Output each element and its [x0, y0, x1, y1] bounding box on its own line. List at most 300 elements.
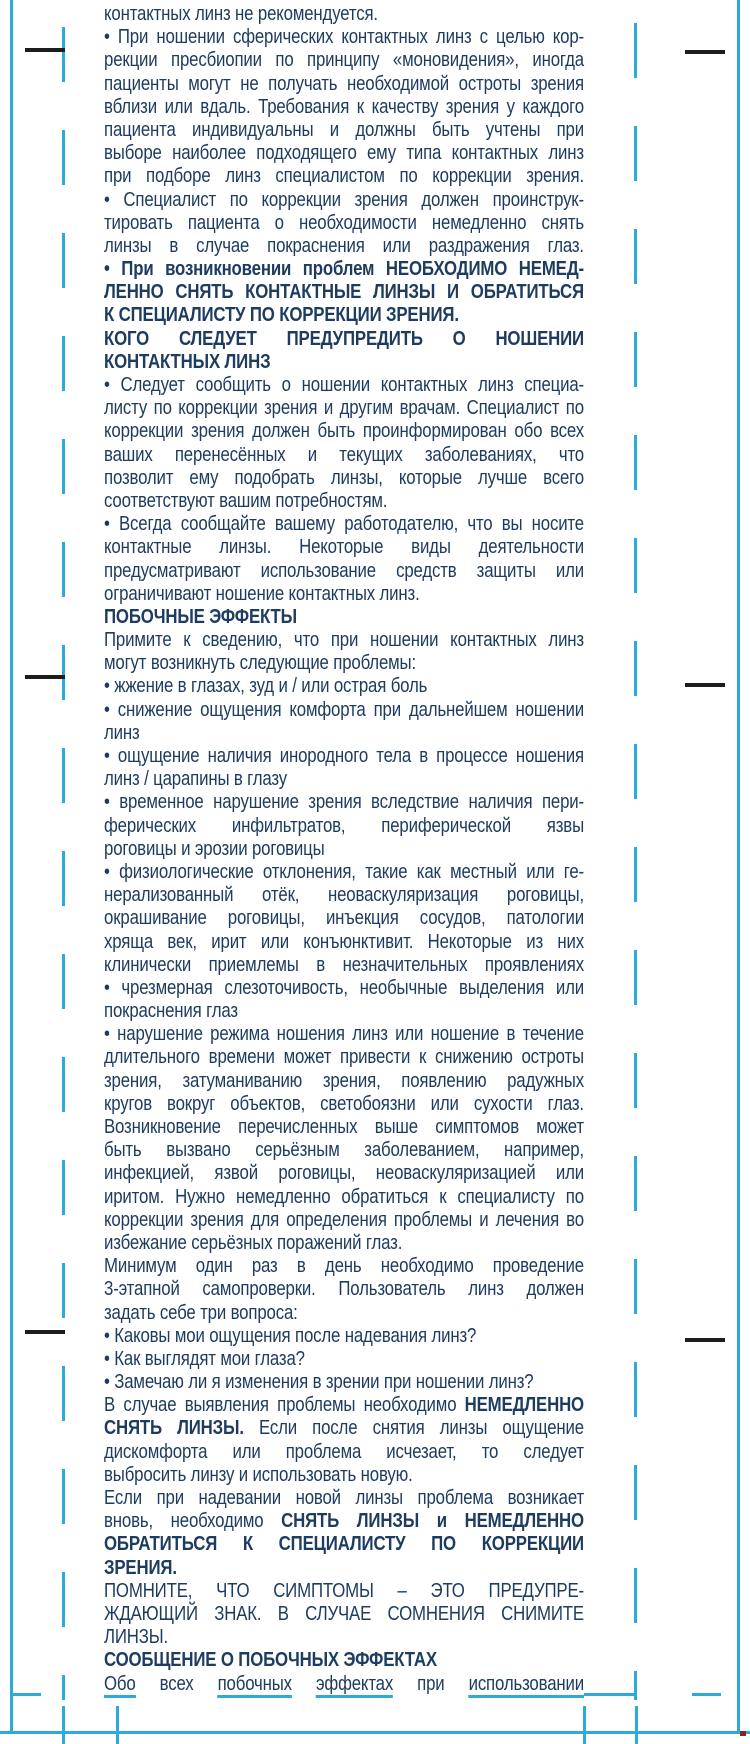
word: КОРРЕКЦИИ	[481, 1532, 584, 1556]
word: линз	[352, 1022, 388, 1046]
word: во	[566, 1207, 584, 1231]
word: целью	[496, 25, 545, 49]
text-line	[104, 1370, 584, 1393]
text-line	[104, 906, 584, 929]
word: При	[117, 25, 149, 49]
word: сухости	[473, 1091, 533, 1115]
word: использование	[260, 558, 376, 582]
word: конъюнктивит.	[303, 929, 414, 953]
word: сообщить	[195, 373, 271, 396]
word: ЖДАЮЩИЙ	[104, 1601, 198, 1625]
word: раз	[251, 1254, 278, 1278]
text-line	[104, 1393, 584, 1416]
word: Всегда	[118, 512, 172, 536]
word: возникает	[507, 1486, 584, 1509]
word: вашему	[274, 512, 336, 536]
fold-mark-left-1	[25, 48, 65, 52]
registration-dot	[740, 1731, 746, 1736]
word: •	[104, 1370, 110, 1394]
text-line	[104, 582, 584, 605]
word: выявления	[184, 1393, 269, 1417]
word: роговицы	[251, 836, 325, 860]
text-line	[104, 466, 584, 489]
text-line	[104, 1231, 584, 1254]
word: Как	[114, 1346, 141, 1370]
word: контактных	[451, 141, 539, 165]
word: ЧТО	[216, 1578, 250, 1602]
word: СОМНЕНИЯ	[387, 1601, 485, 1625]
word: при	[156, 1486, 184, 1509]
word: •	[104, 975, 110, 999]
word: должен	[526, 1277, 584, 1301]
word: наличия	[207, 744, 272, 767]
word: ОБРАТИТЬСЯ	[470, 280, 584, 304]
word: качеству	[371, 94, 439, 118]
word: НЕОБХОДИМО	[385, 257, 508, 281]
word: ли	[188, 1370, 208, 1394]
word: линзы	[104, 233, 152, 257]
word: проблема	[417, 1486, 494, 1509]
text-line	[104, 512, 584, 535]
word: Требования	[258, 94, 350, 118]
section-heading	[104, 605, 584, 628]
word: /	[144, 767, 149, 791]
text-line	[104, 419, 584, 442]
word: ощущение	[502, 1416, 584, 1440]
text-line	[104, 814, 584, 837]
word: надевании	[198, 1486, 282, 1509]
word: по	[229, 187, 248, 211]
word: •	[104, 1346, 110, 1370]
word: выбросить	[104, 1462, 187, 1486]
word: всех	[550, 419, 584, 443]
word: кор-	[552, 25, 584, 49]
word: коррекции	[104, 419, 184, 443]
word: по	[275, 48, 294, 72]
word: или	[164, 94, 193, 118]
word: быть	[317, 419, 356, 443]
word: заболеваниях,	[424, 442, 537, 466]
word: и	[323, 396, 334, 420]
word: возникнуть	[150, 651, 236, 675]
word: отклонения,	[262, 859, 356, 883]
proof-underline-mid	[584, 1693, 637, 1696]
word: ПОБОЧНЫЕ	[104, 604, 205, 628]
word: тировать	[104, 210, 173, 234]
word: такие	[365, 859, 408, 883]
word: глаз	[206, 999, 238, 1023]
word: Возникновение	[104, 1115, 221, 1138]
word: перечисленных	[238, 1115, 358, 1138]
word: другим	[339, 396, 394, 420]
word: времени	[208, 1045, 275, 1069]
word: Специалист	[123, 187, 217, 211]
word: должен	[252, 419, 310, 443]
word: избежание	[104, 1230, 187, 1254]
word: •	[104, 1022, 110, 1046]
text-line	[104, 72, 584, 95]
word: перенесённых	[174, 442, 286, 466]
word: в	[316, 952, 326, 976]
bottom-tick-2	[116, 1706, 119, 1744]
word: или	[430, 1091, 459, 1115]
word: инфекцией,	[104, 1161, 195, 1185]
bottom-tick-4	[635, 1706, 638, 1744]
section-heading	[104, 1648, 584, 1671]
word: коррекции	[261, 187, 341, 211]
word: течение	[522, 1022, 584, 1046]
word: •	[104, 187, 110, 211]
word: проблемы	[393, 1207, 473, 1231]
word: 3-этапной	[104, 1277, 180, 1301]
text-line	[104, 1324, 584, 1347]
word: новую.	[360, 1462, 413, 1486]
word: контактных	[104, 2, 191, 25]
word: из	[526, 929, 544, 953]
word: глаз.	[547, 1091, 584, 1115]
word: ПОБОЧНЫХ	[238, 1648, 339, 1672]
word: ПО	[249, 303, 275, 327]
text-line	[104, 1045, 584, 1068]
word: иногда	[532, 48, 584, 72]
word: средств	[396, 558, 457, 582]
fold-mark-left-2	[25, 675, 65, 679]
word: о	[281, 373, 291, 396]
word: жжение	[114, 674, 174, 698]
word: снятия	[372, 1416, 425, 1440]
word: незначительных	[342, 952, 468, 976]
word: пациента	[104, 117, 176, 141]
word: роговицы,	[278, 1161, 356, 1185]
word: •	[104, 1323, 110, 1347]
word: при	[383, 1370, 412, 1394]
word: использовать	[252, 1462, 357, 1486]
word: необычные	[359, 975, 448, 999]
word: врачам.	[399, 396, 461, 420]
proof-underline-left	[12, 1693, 41, 1696]
word: необходимой	[346, 71, 450, 95]
text-line	[104, 698, 584, 721]
word: инородного	[279, 744, 369, 767]
text-line	[104, 280, 584, 303]
word: может	[536, 1115, 584, 1138]
word: ношении	[156, 25, 225, 49]
word: Каковы	[114, 1323, 171, 1347]
word: выборе	[104, 141, 162, 165]
word: при	[556, 117, 584, 141]
word: В	[277, 1601, 289, 1625]
word: контактные	[104, 535, 192, 559]
word: или	[301, 674, 330, 698]
word: побочных	[218, 1672, 292, 1698]
word: деятельности	[478, 535, 584, 559]
word: неоваскуляризацией	[375, 1161, 536, 1185]
word: немедленно	[235, 1184, 331, 1208]
text-line	[104, 164, 584, 187]
word: О	[452, 326, 466, 350]
word: возникновении	[165, 257, 292, 281]
word: коррекции	[104, 1207, 184, 1231]
word: зрения,	[104, 1068, 162, 1092]
word: сферических	[232, 25, 334, 49]
word: должен	[421, 187, 479, 211]
word: неоваскуляризация	[327, 883, 479, 907]
text-line	[104, 211, 584, 234]
word: о	[274, 210, 284, 234]
text-line	[104, 1416, 584, 1439]
word: глаза?	[254, 1346, 305, 1370]
word: •	[104, 790, 110, 814]
word: ношении	[301, 373, 371, 396]
text-line	[104, 2, 584, 25]
text-line	[104, 234, 584, 257]
word: поражений	[276, 1230, 362, 1254]
word: серьёзным	[255, 1138, 340, 1162]
section-heading	[104, 350, 584, 373]
word: линз	[104, 767, 140, 791]
word: в	[233, 767, 243, 791]
word: СНЯТЬ	[281, 1509, 340, 1533]
word: пациента	[187, 210, 260, 234]
word: Если	[259, 1416, 298, 1440]
word: и	[479, 1207, 489, 1231]
text-line	[104, 651, 584, 674]
word: для	[250, 1207, 280, 1231]
word: линз?	[488, 1370, 534, 1394]
word: боль	[390, 674, 428, 698]
word: К	[104, 303, 115, 327]
word: линз	[468, 1277, 504, 1301]
fold-line-right	[634, 23, 637, 1700]
word: зрения	[354, 187, 408, 211]
word: к	[439, 1184, 447, 1208]
word: ношении	[369, 628, 439, 652]
word: после	[294, 1323, 341, 1347]
word: в	[177, 674, 187, 698]
word: НЕМЕДЛЕННО	[464, 1509, 584, 1533]
word: что	[467, 512, 493, 536]
word: в	[419, 744, 428, 767]
word: и	[238, 1462, 249, 1486]
word: использовании	[469, 1672, 584, 1698]
word: или	[382, 233, 411, 257]
text-line	[104, 1277, 584, 1300]
word: местный	[450, 859, 517, 883]
word: Некоторые	[299, 535, 384, 559]
word: Некоторые	[427, 929, 512, 953]
text-line	[104, 1138, 584, 1161]
word: или	[526, 859, 555, 883]
word: или	[555, 975, 584, 999]
word: выделения	[459, 975, 545, 999]
word: язвой	[214, 1161, 258, 1185]
word: пациенты	[104, 71, 179, 95]
word: ОБРАТИТЬСЯ	[104, 1532, 218, 1556]
word: к	[356, 94, 364, 118]
word: СООБЩЕНИЕ	[104, 1648, 217, 1672]
word: контактных	[450, 628, 537, 652]
word: не	[240, 71, 259, 95]
word: контактных	[288, 581, 375, 605]
word: серьёзных	[191, 1230, 273, 1254]
word: три	[200, 1300, 227, 1324]
word: НОШЕНИИ	[495, 326, 584, 350]
word: привести	[340, 1045, 411, 1069]
text-line	[104, 1208, 584, 1231]
word: клинически	[104, 952, 192, 976]
word: покраснения	[104, 999, 202, 1023]
word: временное	[119, 790, 204, 814]
word: «моновидения»,	[392, 48, 519, 72]
word: по	[565, 1184, 584, 1208]
text-line	[104, 1672, 584, 1695]
word: КОНТАКТНЫХ	[104, 349, 221, 373]
word: учтены	[485, 117, 541, 141]
word: ЭФФЕКТЫ	[209, 604, 297, 628]
word: линз	[548, 141, 584, 165]
word: комфорта	[289, 697, 366, 721]
bottom-tick-3	[583, 1706, 586, 1744]
word: в	[506, 1022, 516, 1046]
word: вызвано	[166, 1138, 231, 1162]
word: Пользователь	[338, 1277, 446, 1301]
word: потребностям.	[275, 488, 388, 512]
word: специалисту	[457, 1184, 555, 1208]
word: ему	[189, 465, 219, 489]
word: –	[397, 1578, 407, 1602]
word: обратиться	[341, 1184, 429, 1208]
text-line	[104, 1254, 584, 1277]
word: необходимо	[380, 1254, 474, 1278]
word: в	[312, 1370, 322, 1394]
word: зрения,	[322, 1068, 381, 1092]
word: СНЯТЬ	[175, 280, 234, 304]
word: каждого	[522, 94, 584, 118]
word: после	[312, 1416, 358, 1440]
word: КОГО	[104, 326, 150, 350]
word: ношение	[215, 581, 285, 605]
word: проблема	[285, 1439, 362, 1463]
word: СПЕЦИАЛИСТУ	[278, 1532, 406, 1556]
text-line	[104, 674, 584, 697]
word: нерализованный	[104, 883, 234, 907]
word: зрения	[530, 71, 584, 95]
word: немедленно	[431, 210, 527, 234]
text-line	[104, 1347, 584, 1370]
word: Нужно	[175, 1184, 225, 1208]
word: •	[104, 373, 110, 396]
word: например,	[504, 1138, 584, 1162]
fold-mark-right-1	[685, 50, 725, 54]
fold-mark-left-3	[25, 1330, 65, 1334]
word: всех	[159, 1671, 194, 1695]
word: которые	[398, 465, 462, 489]
bottom-tick-1	[62, 1706, 65, 1744]
word: дальнейшем	[408, 697, 508, 721]
text-line	[104, 767, 584, 790]
word: подобрать	[234, 465, 315, 489]
text-line	[104, 1463, 584, 1486]
word: необходимо	[363, 1393, 457, 1417]
word: лучше	[478, 465, 528, 489]
word: Если	[104, 1486, 142, 1509]
word: необходимости	[298, 210, 417, 234]
word: ПРЕДУПРЕДИТЬ	[286, 326, 423, 350]
word: то	[481, 1439, 499, 1463]
word: линз.	[379, 581, 420, 605]
word: к	[418, 1045, 427, 1069]
word: могут	[188, 71, 231, 95]
text-line	[104, 559, 584, 582]
word: подборе	[146, 164, 211, 188]
word: заболеванием,	[364, 1138, 480, 1162]
word: как	[416, 859, 441, 883]
text-line	[104, 1440, 584, 1463]
word: снять	[541, 210, 584, 234]
word: при	[330, 628, 359, 652]
word: роговицы,	[227, 906, 305, 930]
word: текущих	[339, 442, 403, 466]
word: или	[555, 1161, 584, 1185]
text-line	[104, 790, 584, 813]
word: с	[479, 25, 488, 49]
word: К	[242, 1532, 253, 1556]
word: роговицы	[104, 836, 177, 860]
word: приемлемы	[208, 952, 299, 976]
word: принципу	[307, 48, 380, 72]
word: зрения.	[526, 164, 584, 188]
word: линзы	[355, 1486, 403, 1509]
word: или	[555, 558, 584, 582]
word: при	[104, 164, 132, 188]
word: проинформирован	[362, 419, 507, 443]
word: проблемы	[277, 1393, 356, 1417]
word: глаз.	[547, 233, 584, 257]
word: •	[104, 25, 110, 49]
text-line	[104, 1579, 584, 1602]
word: глаз.	[365, 1230, 403, 1254]
word: зрения	[191, 419, 245, 443]
word: следующие	[239, 651, 329, 675]
word: линз	[435, 25, 472, 49]
word: и	[436, 1509, 447, 1533]
word: чрезмерная	[121, 975, 213, 999]
word: исчезает,	[386, 1439, 457, 1463]
word: зрения	[190, 1207, 244, 1231]
word: ге-	[563, 859, 584, 883]
text-line	[104, 1602, 584, 1625]
word: линз	[548, 628, 584, 652]
word: защиты	[476, 558, 536, 582]
word: коррекции	[178, 396, 258, 420]
word: язвы	[546, 813, 584, 837]
section-heading	[104, 327, 584, 350]
word: ЗРЕНИЯ.	[104, 1555, 177, 1579]
text-line	[104, 628, 584, 651]
word: острая	[333, 674, 387, 698]
word: носите	[531, 512, 584, 536]
word: Замечаю	[114, 1370, 184, 1394]
word: по	[565, 396, 584, 420]
word: остроты	[521, 1045, 584, 1069]
word: специалистом	[275, 164, 385, 188]
word: СЛУЧАЕ	[305, 1601, 372, 1625]
word: вопроса:	[230, 1300, 298, 1324]
word: зрения	[264, 396, 318, 420]
word: НЕМЕДЛЕННО	[464, 1393, 584, 1417]
word: получать	[268, 71, 338, 95]
word: у	[506, 94, 515, 118]
